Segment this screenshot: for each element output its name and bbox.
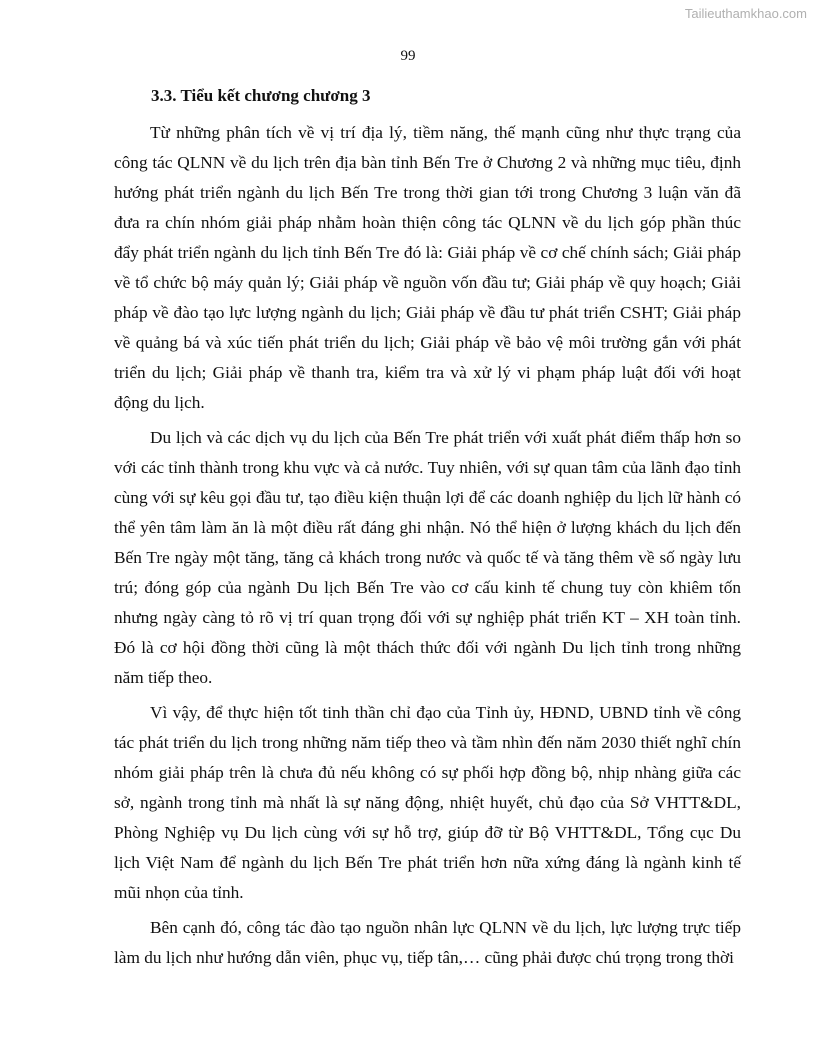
paragraph: Du lịch và các dịch vụ du lịch của Bến Tre phát triển với xuất phát điểm thấp hơn so với các tỉnh thành trong khu vực và cả nước. Tuy nhiên, với sự quan tâm của lãnh đạo tỉnh cùng với sự kêu gọi đầu tư, tạo điều kiện thuận lợi để các doanh nghiệp du lịch lữ hành có thể yên tâm làm ăn là một điều rất đáng ghi nhận. Nó thể hiện ở lượng khách du lịch đến Bến Tre ngày một tăng, tăng cả khách trong nước và quốc tế và tăng thêm về số ngày lưu trú; đóng góp của ngành Du lịch Bến Tre vào cơ cấu kinh tế chung tuy còn khiêm tốn nhưng ngày càng tỏ rõ vị trí quan trọng đối với sự nghiệp phát triển KT – XH toàn tỉnh. Đó là cơ hội đồng thời cũng là một thách thức đối với ngành Du lịch tỉnh trong những năm tiếp theo.: [114, 428, 741, 687]
watermark: Tailieuthamkhao.com: [684, 6, 807, 21]
body-text: [114, 118, 741, 978]
paragraph: Từ những phân tích về vị trí địa lý, tiềm năng, thế mạnh cũng như thực trạng của công tác QLNN về du lịch trên địa bàn tỉnh Bến Tre ở Chương 2 và những mục tiêu, định hướng phát triển ngành du lịch Bến Tre trong thời gian tới trong Chương 3 luận văn đã đưa ra chín nhóm giải pháp nhằm hoàn thiện công tác QLNN về du lịch góp phần thúc đẩy phát triển ngành du lịch tỉnh Bến Tre đó là: Giải pháp về cơ chế chính sách; Giải pháp về tổ chức bộ máy quản lý; Giải pháp về nguồn vốn đầu tư; Giải pháp về quy hoạch; Giải pháp về đào tạo lực lượng ngành du lịch; Giải pháp về đầu tư phát triển CSHT; Giải pháp về quảng bá và xúc tiến phát triển du lịch; Giải pháp về bảo vệ môi trường gắn với phát triển du lịch; Giải pháp về thanh tra, kiểm tra và xử lý vi phạm pháp luật đối với hoạt động du lịch.: [114, 123, 741, 412]
paragraph: Bên cạnh đó, công tác đào tạo nguồn nhân lực QLNN về du lịch, lực lượng trực tiếp làm du lịch như hướng dẫn viên, phục vụ, tiếp tân,… cũng phải được chú trọng trong thời: [114, 918, 741, 967]
section-heading: 3.3. Tiểu kết chương chương 3: [151, 86, 371, 105]
page-number: 99: [400, 48, 416, 64]
paragraph: Vì vậy, để thực hiện tốt tinh thần chỉ đạo của Tỉnh ủy, HĐND, UBND tỉnh về công tác phát triển du lịch trong những năm tiếp theo và tầm nhìn đến năm 2030 thiết nghĩ chín nhóm giải pháp trên là chưa đủ nếu không có sự phối hợp đồng bộ, nhịp nhàng giữa các sở, ngành trong tỉnh mà nhất là sự năng động, nhiệt huyết, chủ đạo của Sở VHTT&DL, Phòng Nghiệp vụ Du lịch cùng với sự hỗ trợ, giúp đỡ từ Bộ VHTT&DL, Tổng cục Du lịch Việt Nam để ngành du lịch Bến Tre phát triển hơn nữa xứng đáng là ngành kinh tế mũi nhọn của tỉnh.: [114, 703, 741, 902]
